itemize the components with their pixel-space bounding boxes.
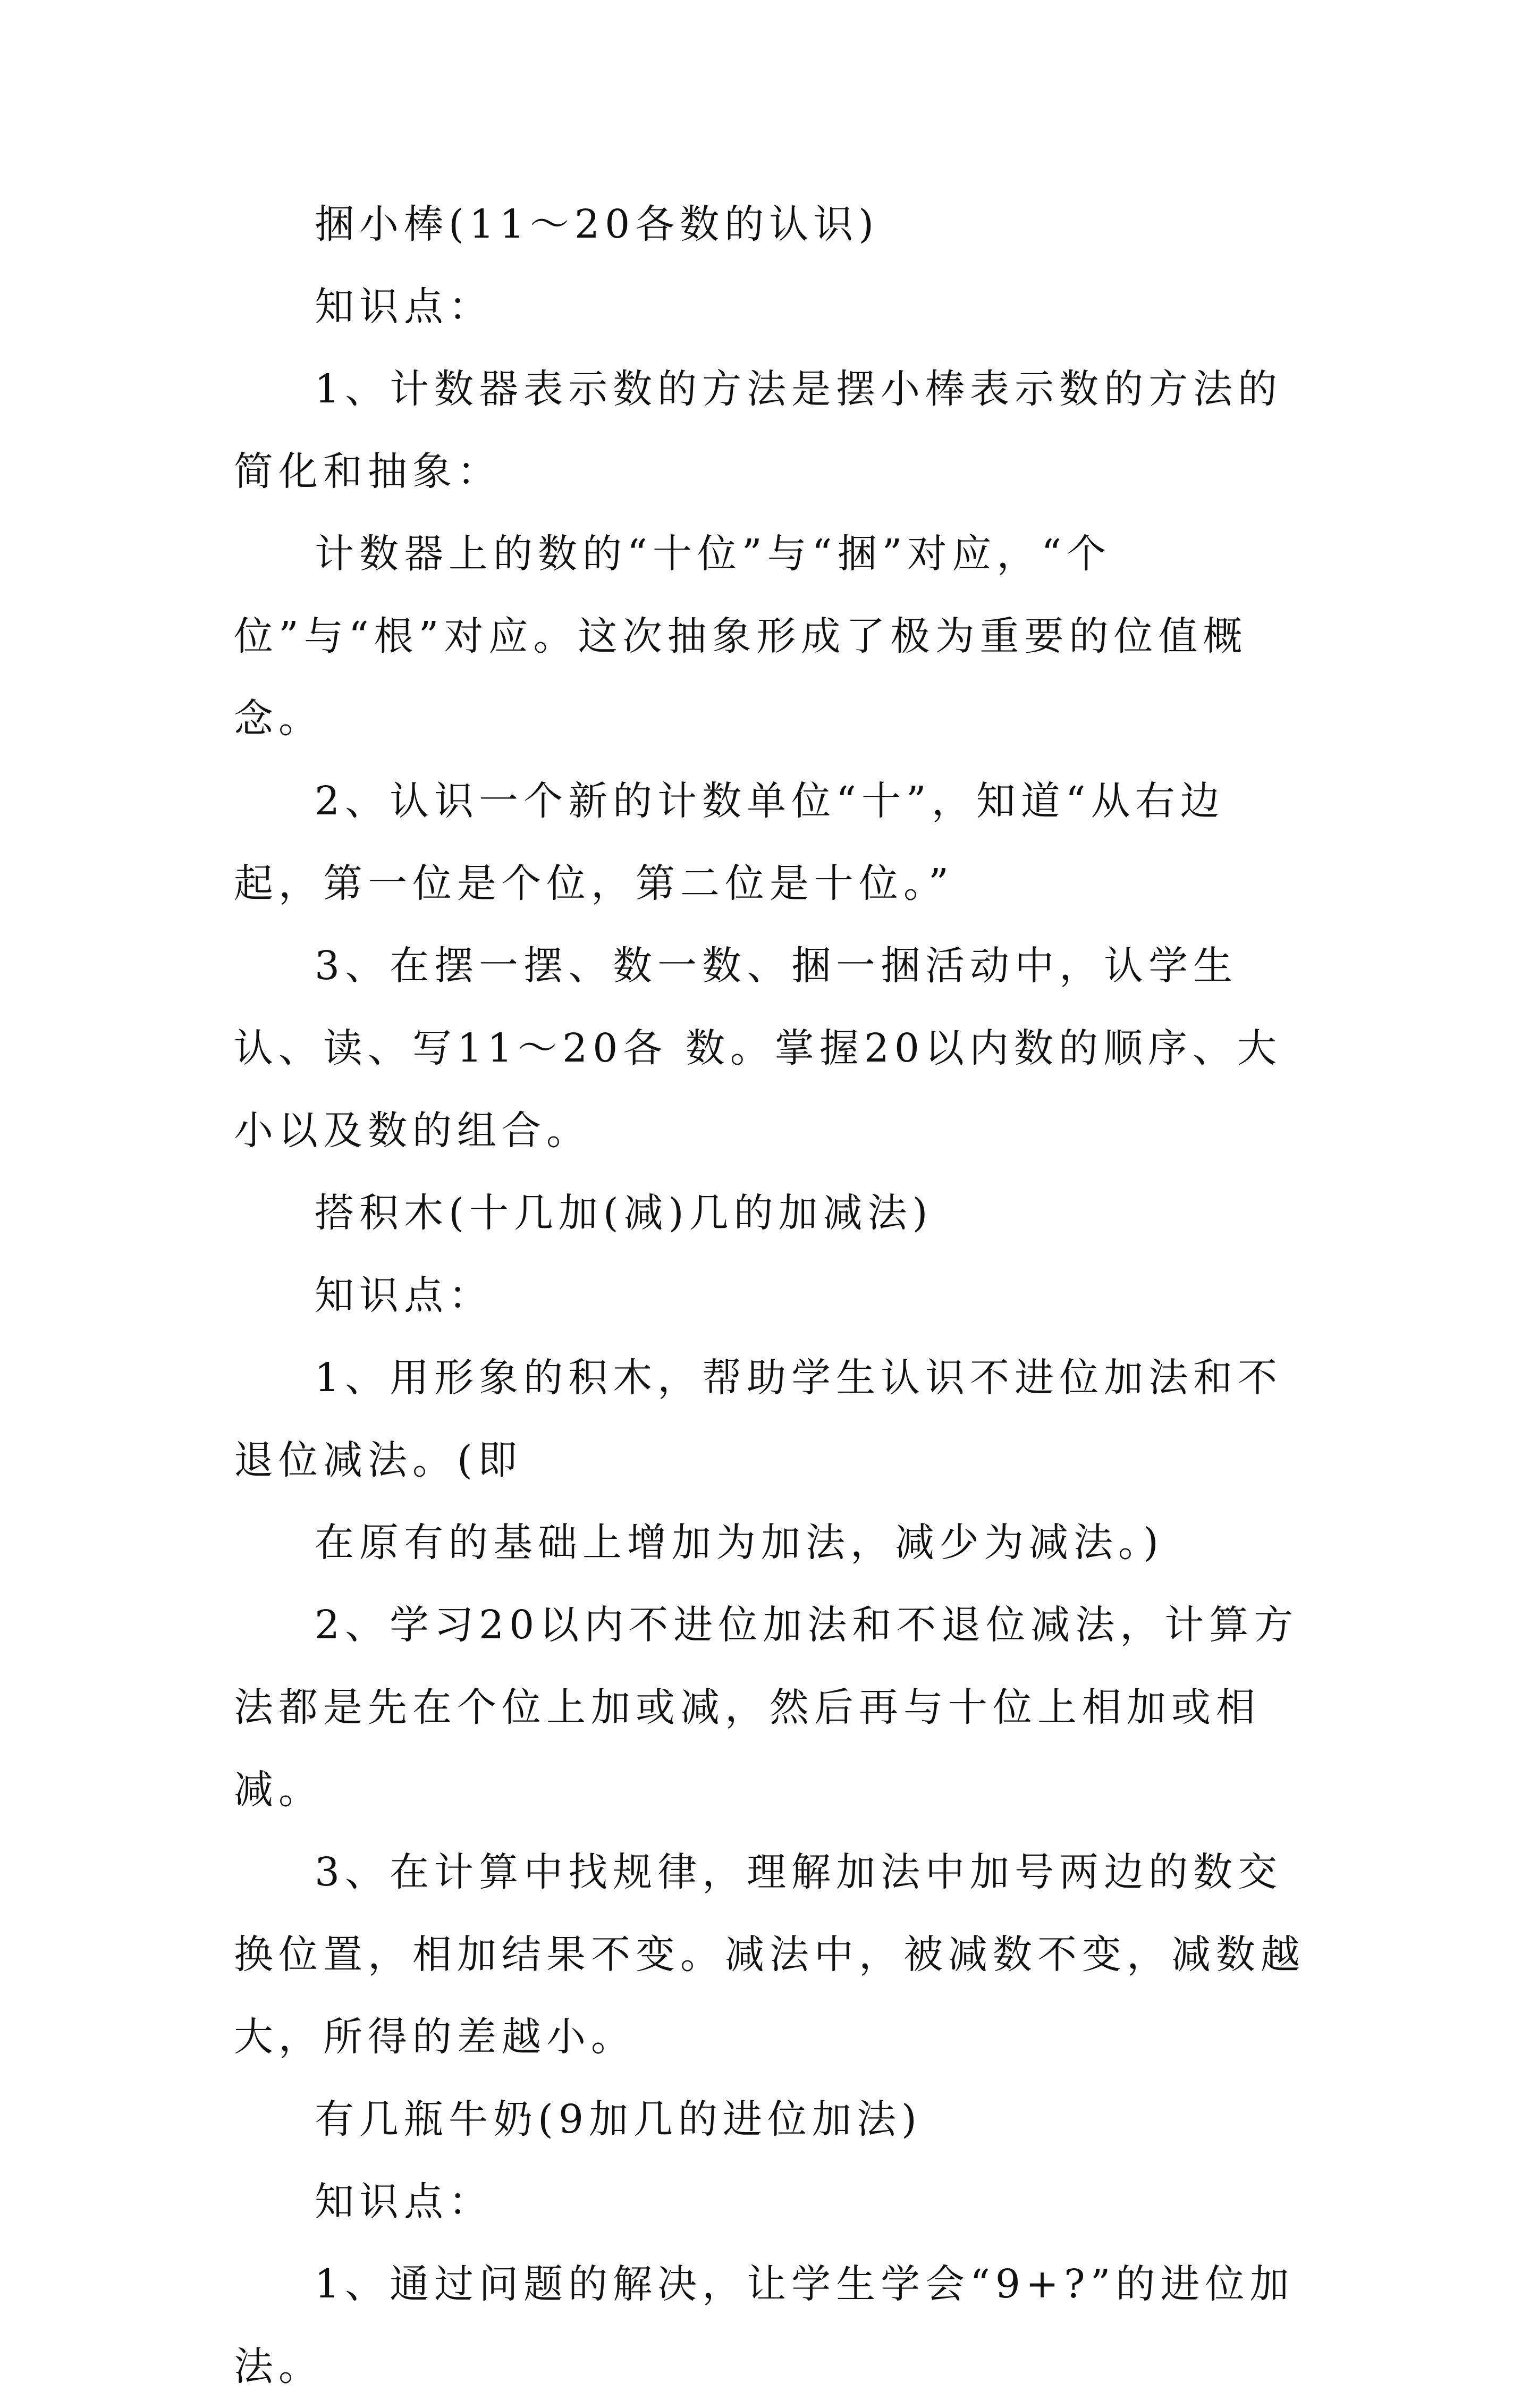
paragraph-nine-plus-carry: 1、通过问题的解决，让学生学会“9+?”的进位加法。 <box>234 2261 1295 2389</box>
section-heading-bundle-sticks: 捆小棒(11～20各数的认识) <box>315 201 880 247</box>
paragraph-calculation-method: 2、学习20以内不进位加法和不退位减法，计算方法都是先在个位上加或减，然后再与十位上相加或相减。 <box>234 1602 1299 1813</box>
paragraph-blocks-addition: 1、用形象的积木，帮助学生认识不进位加法和不退位减法。(即 <box>234 1355 1283 1483</box>
paragraph-find-patterns: 3、在计算中找规律，理解加法中加号两边的数交换位置，相加结果不变。减法中，被减数不变，减数越大，所得的差越小。 <box>234 1849 1305 2060</box>
knowledge-points-label: 知识点： <box>315 284 493 330</box>
paragraph-add-subtract-meaning: 在原有的基础上增加为加法，减少为减法。) <box>315 1520 1164 1565</box>
paragraph-counting-unit-ten: 2、认识一个新的计数单位“十”，知道“从右边起，第一位是个位，第二位是十位。” <box>234 778 1225 906</box>
section-heading-building-blocks: 搭积木(十几加(减)几的加减法) <box>315 1190 933 1236</box>
document-body <box>234 183 1313 2408</box>
knowledge-points-label: 知识点： <box>315 1273 493 1318</box>
paragraph-numbers-11-20: 3、在摆一摆、数一数、捆一捆活动中，认学生认、读、写11～20各 数。掌握20以内数的顺序、大小以及数的组合。 <box>234 943 1282 1154</box>
paragraph-counter-abstraction: 1、计数器表示数的方法是摆小棒表示数的方法的简化和抽象： <box>234 366 1283 494</box>
paragraph-place-value: 计数器上的数的“十位”与“捆”对应，“个位”与“根”对应。这次抽象形成了极为重要的位值概念。 <box>234 531 1248 742</box>
knowledge-points-label: 知识点： <box>315 2179 493 2225</box>
section-heading-milk-bottles: 有几瓶牛奶(9加几的进位加法) <box>315 2097 922 2142</box>
